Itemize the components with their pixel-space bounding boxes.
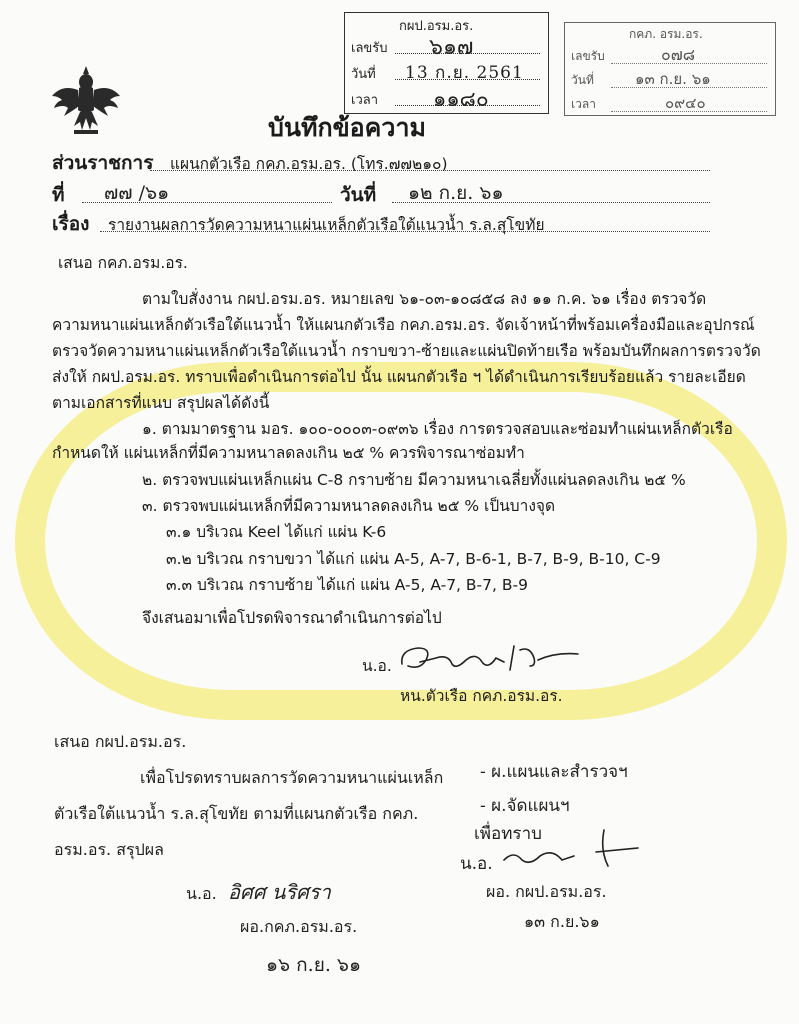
routing-position: ผอ. กผป.อรม.อร.: [486, 882, 607, 901]
item-3-1: ๓.๑ บริเวณ Keel ได้แก่ แผ่น K-6: [166, 523, 387, 541]
minute-position: ผอ.กคภ.อรม.อร.: [240, 917, 358, 936]
date-value: ๑๒ ก.ย. ๖๑: [408, 182, 504, 204]
subject-label: เรื่อง: [52, 213, 90, 235]
routing-line: เพื่อทราบ: [474, 824, 542, 844]
item-3: ๓. ตรวจพบแผ่นเหล็กที่มีความหนาลดลงเกิน ๒๕ % เป็นบางจุด: [142, 497, 556, 515]
minute-signer-name: อิศศ นริศรา: [228, 880, 331, 904]
garuda-emblem: [48, 60, 124, 140]
minute-line: เพื่อโปรดทราบผลการวัดความหนาแผ่นเหล็ก: [140, 768, 444, 787]
subject-value: รายงานผลการวัดความหนาแผ่นเหล็กตัวเรือใต้แนวน้ำ ร.ล.สุโขทัย: [108, 216, 545, 234]
paragraph-line: ตรวจวัดความหนาแผ่นเหล็กตัวเรือใต้แนวน้ำ กราบขวา-ซ้ายและแผ่นปิดท้ายเรือ พร้อมบันทึกผลการตรวจวัด: [52, 342, 761, 360]
memo-title: บันทึกข้อความ: [268, 113, 426, 142]
stamp-date-value: ๑๓ ก.ย. ๖๑: [635, 70, 711, 88]
stamp-time-label: เวลา: [571, 97, 596, 111]
stamp-recv-value: ๖๑๗: [429, 35, 474, 60]
paragraph-line: ส่งให้ กผป.อรม.อร. ทราบเพื่อดำเนินการต่อไป นั้น แผนกตัวเรือ ฯ ได้ดำเนินการเรียบร้อยแล้ว รายละเอียด: [52, 368, 746, 386]
routing-line: - ผ.จัดแผนฯ: [480, 796, 570, 816]
minute-signer-rank: น.อ.: [186, 884, 217, 903]
item-1-line: กำหนดให้ แผ่นเหล็กที่มีความหนาลดลงเกิน ๒๕ % ควรพิจารณาซ่อมทำ: [52, 444, 525, 462]
stamp-time-value: ๐๙๔๐: [665, 94, 706, 112]
agency-value: แผนกตัวเรือ กคภ.อรม.อร. (โทร.๗๗๒๑๐): [170, 155, 448, 173]
stamp-recv-label: เลขรับ: [571, 49, 605, 63]
minute-date: ๑๖ ก.ย. ๖๑: [266, 954, 362, 976]
paragraph-line: ตามใบสั่งงาน กผป.อรม.อร. หมายเลข ๖๑-๐๓-๑๐๘๕๘ ลง ๑๑ ก.ค. ๖๑ เรื่อง ตรวจวัด: [142, 290, 707, 308]
stamp-office: กผป.อรม.อร.: [399, 19, 474, 34]
minute-line: อรม.อร. สรุปผล: [54, 840, 164, 859]
receipt-stamp-kpp: [344, 12, 549, 114]
ref-value: ๗๗ /๖๑: [104, 182, 170, 204]
item-3-2: ๓.๒ บริเวณ กราบขวา ได้แก่ แผ่น A-5, A-7, B-6-1, B-7, B-9, B-10, C-9: [166, 550, 661, 568]
date-label: วันที่: [340, 184, 377, 206]
stamp-recv-value: ๐๗๘: [661, 45, 696, 64]
item-2: ๒. ตรวจพบแผ่นเหล็กแผ่น C-8 กราบซ้าย มีความหนาเฉลี่ยทั้งแผ่นลดลงเกิน ๒๕ %: [142, 471, 686, 489]
stamp-recv-label: เลขรับ: [351, 41, 388, 56]
routing-signer-rank: น.อ.: [460, 854, 493, 874]
stamp-date-label: วันที่: [571, 73, 594, 87]
signer-rank: น.อ.: [362, 657, 392, 675]
stamp-date-label: วันที่: [351, 67, 376, 82]
stamp-date-value: 13 ก.ย. 2561: [405, 63, 524, 83]
stamp-time-label: เวลา: [351, 93, 379, 108]
paragraph-line: ตามเอกสารที่แนบ สรุปผลได้ดังนี้: [52, 394, 270, 412]
routing-date: ๑๓ ก.ย.๖๑: [524, 912, 600, 931]
item-1-line: ๑. ตามมาตรฐาน มอร. ๑๐๐-๐๐๐๓-๐๙๓๖ เรื่อง การตรวจสอบและซ่อมทำแผ่นเหล็กตัวเรือ: [142, 420, 733, 438]
signer-position: หน.ตัวเรือ กคภ.อรม.อร.: [400, 687, 563, 705]
stamp-office: กคภ. อรม.อร.: [629, 27, 703, 41]
closing-line: จึงเสนอมาเพื่อโปรดพิจารณาดำเนินการต่อไป: [142, 609, 442, 627]
handwritten-signature: [396, 636, 586, 680]
minute-line: ตัวเรือใต้แนวน้ำ ร.ล.สุโขทัย ตามที่แผนกตัวเรือ กคภ.: [54, 804, 419, 823]
receipt-stamp-kkp: [564, 22, 776, 116]
memo-to: เสนอ กคภ.อรม.อร.: [58, 254, 188, 272]
stamp-time-value: ๑๑๘๐: [433, 87, 489, 111]
item-3-3: ๓.๓ บริเวณ กราบซ้าย ได้แก่ แผ่น A-5, A-7, B-7, B-9: [166, 576, 528, 594]
routing-signature: [500, 826, 650, 876]
ref-label: ที่: [52, 184, 65, 206]
paragraph-line: ความหนาแผ่นเหล็กตัวเรือใต้แนวน้ำ ให้แผนกตัวเรือ กคภ.อรม.อร. จัดเจ้าหน้าที่พร้อมเครื่องมือและอุปกรณ์: [52, 316, 755, 334]
routing-line: - ผ.แผนและสำรวจฯ: [480, 762, 628, 782]
minute-to: เสนอ กผป.อรม.อร.: [54, 732, 187, 751]
agency-label: ส่วนราชการ: [52, 152, 154, 174]
